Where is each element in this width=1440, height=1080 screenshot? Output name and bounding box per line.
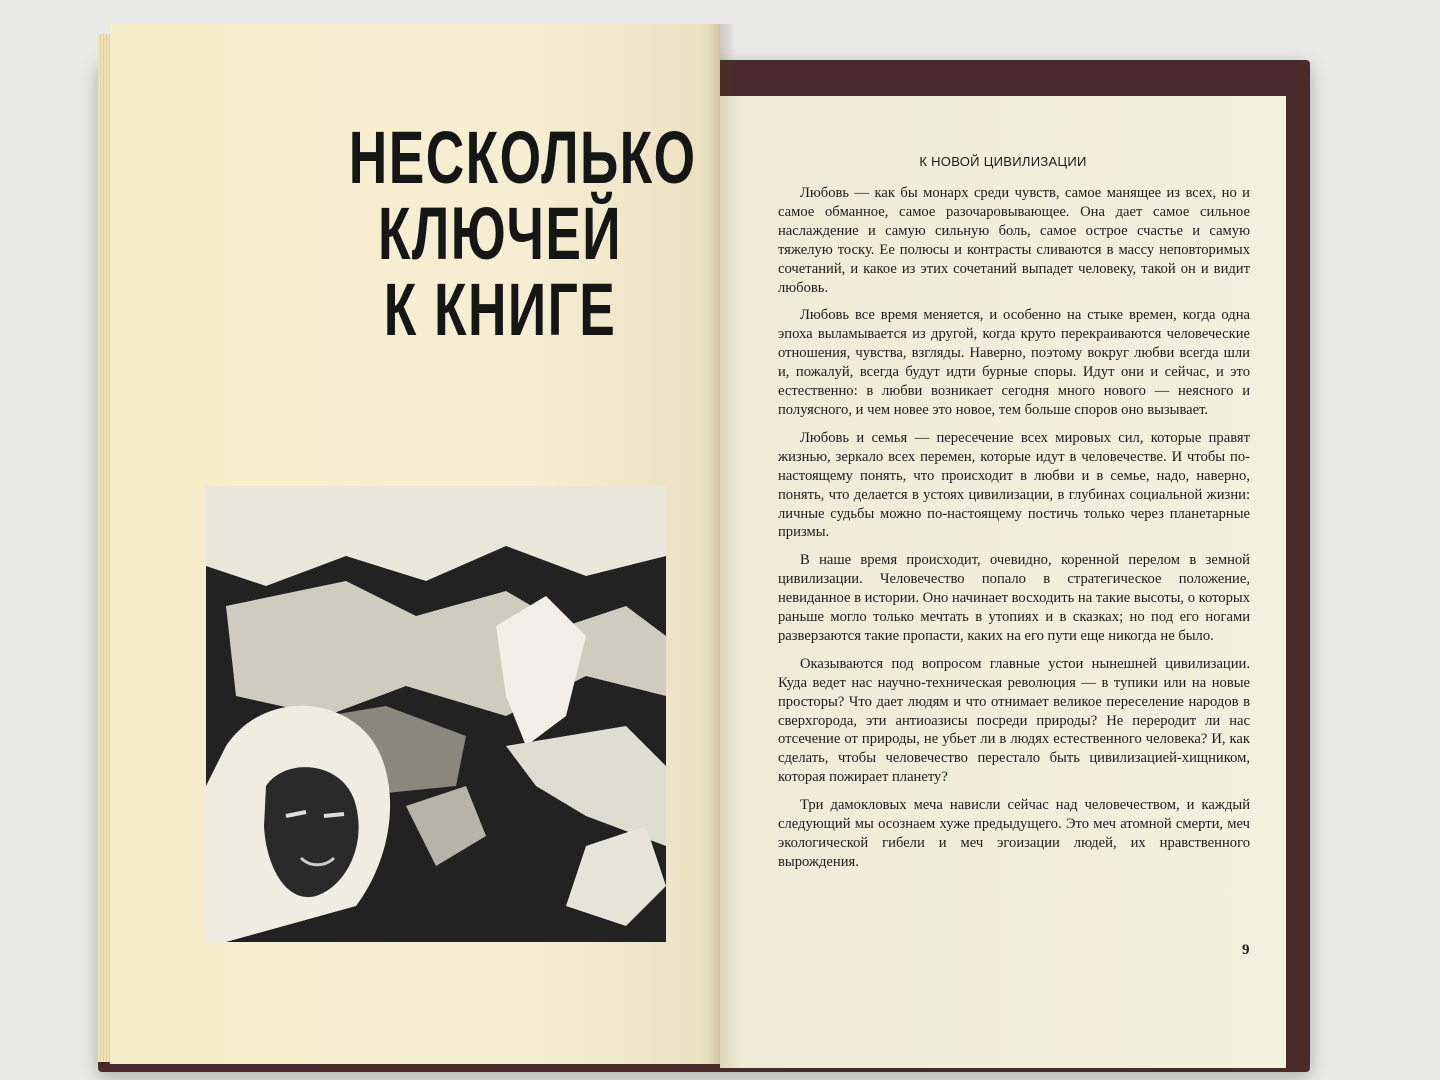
paragraph: Любовь все время меняется, и особенно на стыке времен, когда одна эпоха выламывается из другой, когда круто перекраиваются человеческие отношения, чувства, взгляды. Наверно, поэтому вокруг любви всегда шли и, пожалуй, всегда будут идти бурные споры. Идут они и сейчас, и это естественно: в любви возникает сегодня много нового — неясного и полуясного, и чем новее это новое, тем больше споров оно вызывает.: [778, 307, 1250, 418]
paragraph: Любовь и семья — пересечение всех мировых сил, которые правят жизнью, зеркало всех перемен, которые идут в человечестве. И чтобы по-настоящему понять, что происходит в любви и в семье, надо, наверно, понять, что делается в устоях цивилизации, в глубинах социальной жизни: личные судьбы можно по-настоящему постичь только через планетарные призмы.: [778, 429, 1250, 541]
paragraph: Любовь — как бы монарх среди чувств, самое манящее из всех, но и самое обманное, самое разочаровывающее. Она дает самое сильное наслаждение и самую сильную боль, самое острое счастье и самую тяжелую тоску. Ее полюсы и контрасты сливаются в массу неповторимых сочетаний, и какое из этих сочетаний выпадет человеку, такой он и видит любовь.: [778, 185, 1250, 296]
body-text: [778, 184, 1250, 881]
photo-illustration: [206, 486, 666, 942]
page-number: 9: [1242, 942, 1250, 958]
left-page: [110, 24, 720, 1064]
chapter-heading-line: К КНИГЕ: [383, 268, 617, 351]
paragraph: Три дамокловых меча нависли сейчас над человечеством, и каждый следующий мы осознаем хуже предыдущего. Это меч атомной смерти, меч экологической гибели и меч эгоизации людей, их нравственного вырождения.: [778, 797, 1250, 870]
chapter-heading-line: НЕСКОЛЬКО: [348, 116, 697, 199]
paragraph: Оказываются под вопросом главные устои нынешней цивилизации. Куда ведет нас научно-техническая революция — в тупики или на новые просторы? Что дает людям и что отнимает великое переселение народов в сверхгорода, эти антиоазисы посреди природы? Не переродит ли нас отсечение от природы, не убьет ли в людях естественного человека? И, как сделать, чтобы человечество перестало быть цивилизацией-хищником, которая пожирает планету?: [778, 655, 1250, 786]
running-head: К НОВОЙ ЦИВИЛИЗАЦИИ: [919, 154, 1087, 169]
chapter-heading: [348, 116, 697, 351]
chapter-heading-line: КЛЮЧЕЙ: [377, 192, 623, 275]
paragraph: В наше время происходит, очевидно, коренной перелом в земной цивилизации. Человечество попало в стратегическое положение, невиданное в истории. Оно начинает восходить на такие высоты, о которых раньше могло только мечтать в утопиях и в сказках; но под его ногами разверзаются такие пропасти, каких на его пути еще никогда не было.: [778, 552, 1250, 644]
right-page: [720, 96, 1286, 1068]
halftone-photo: [206, 486, 666, 942]
